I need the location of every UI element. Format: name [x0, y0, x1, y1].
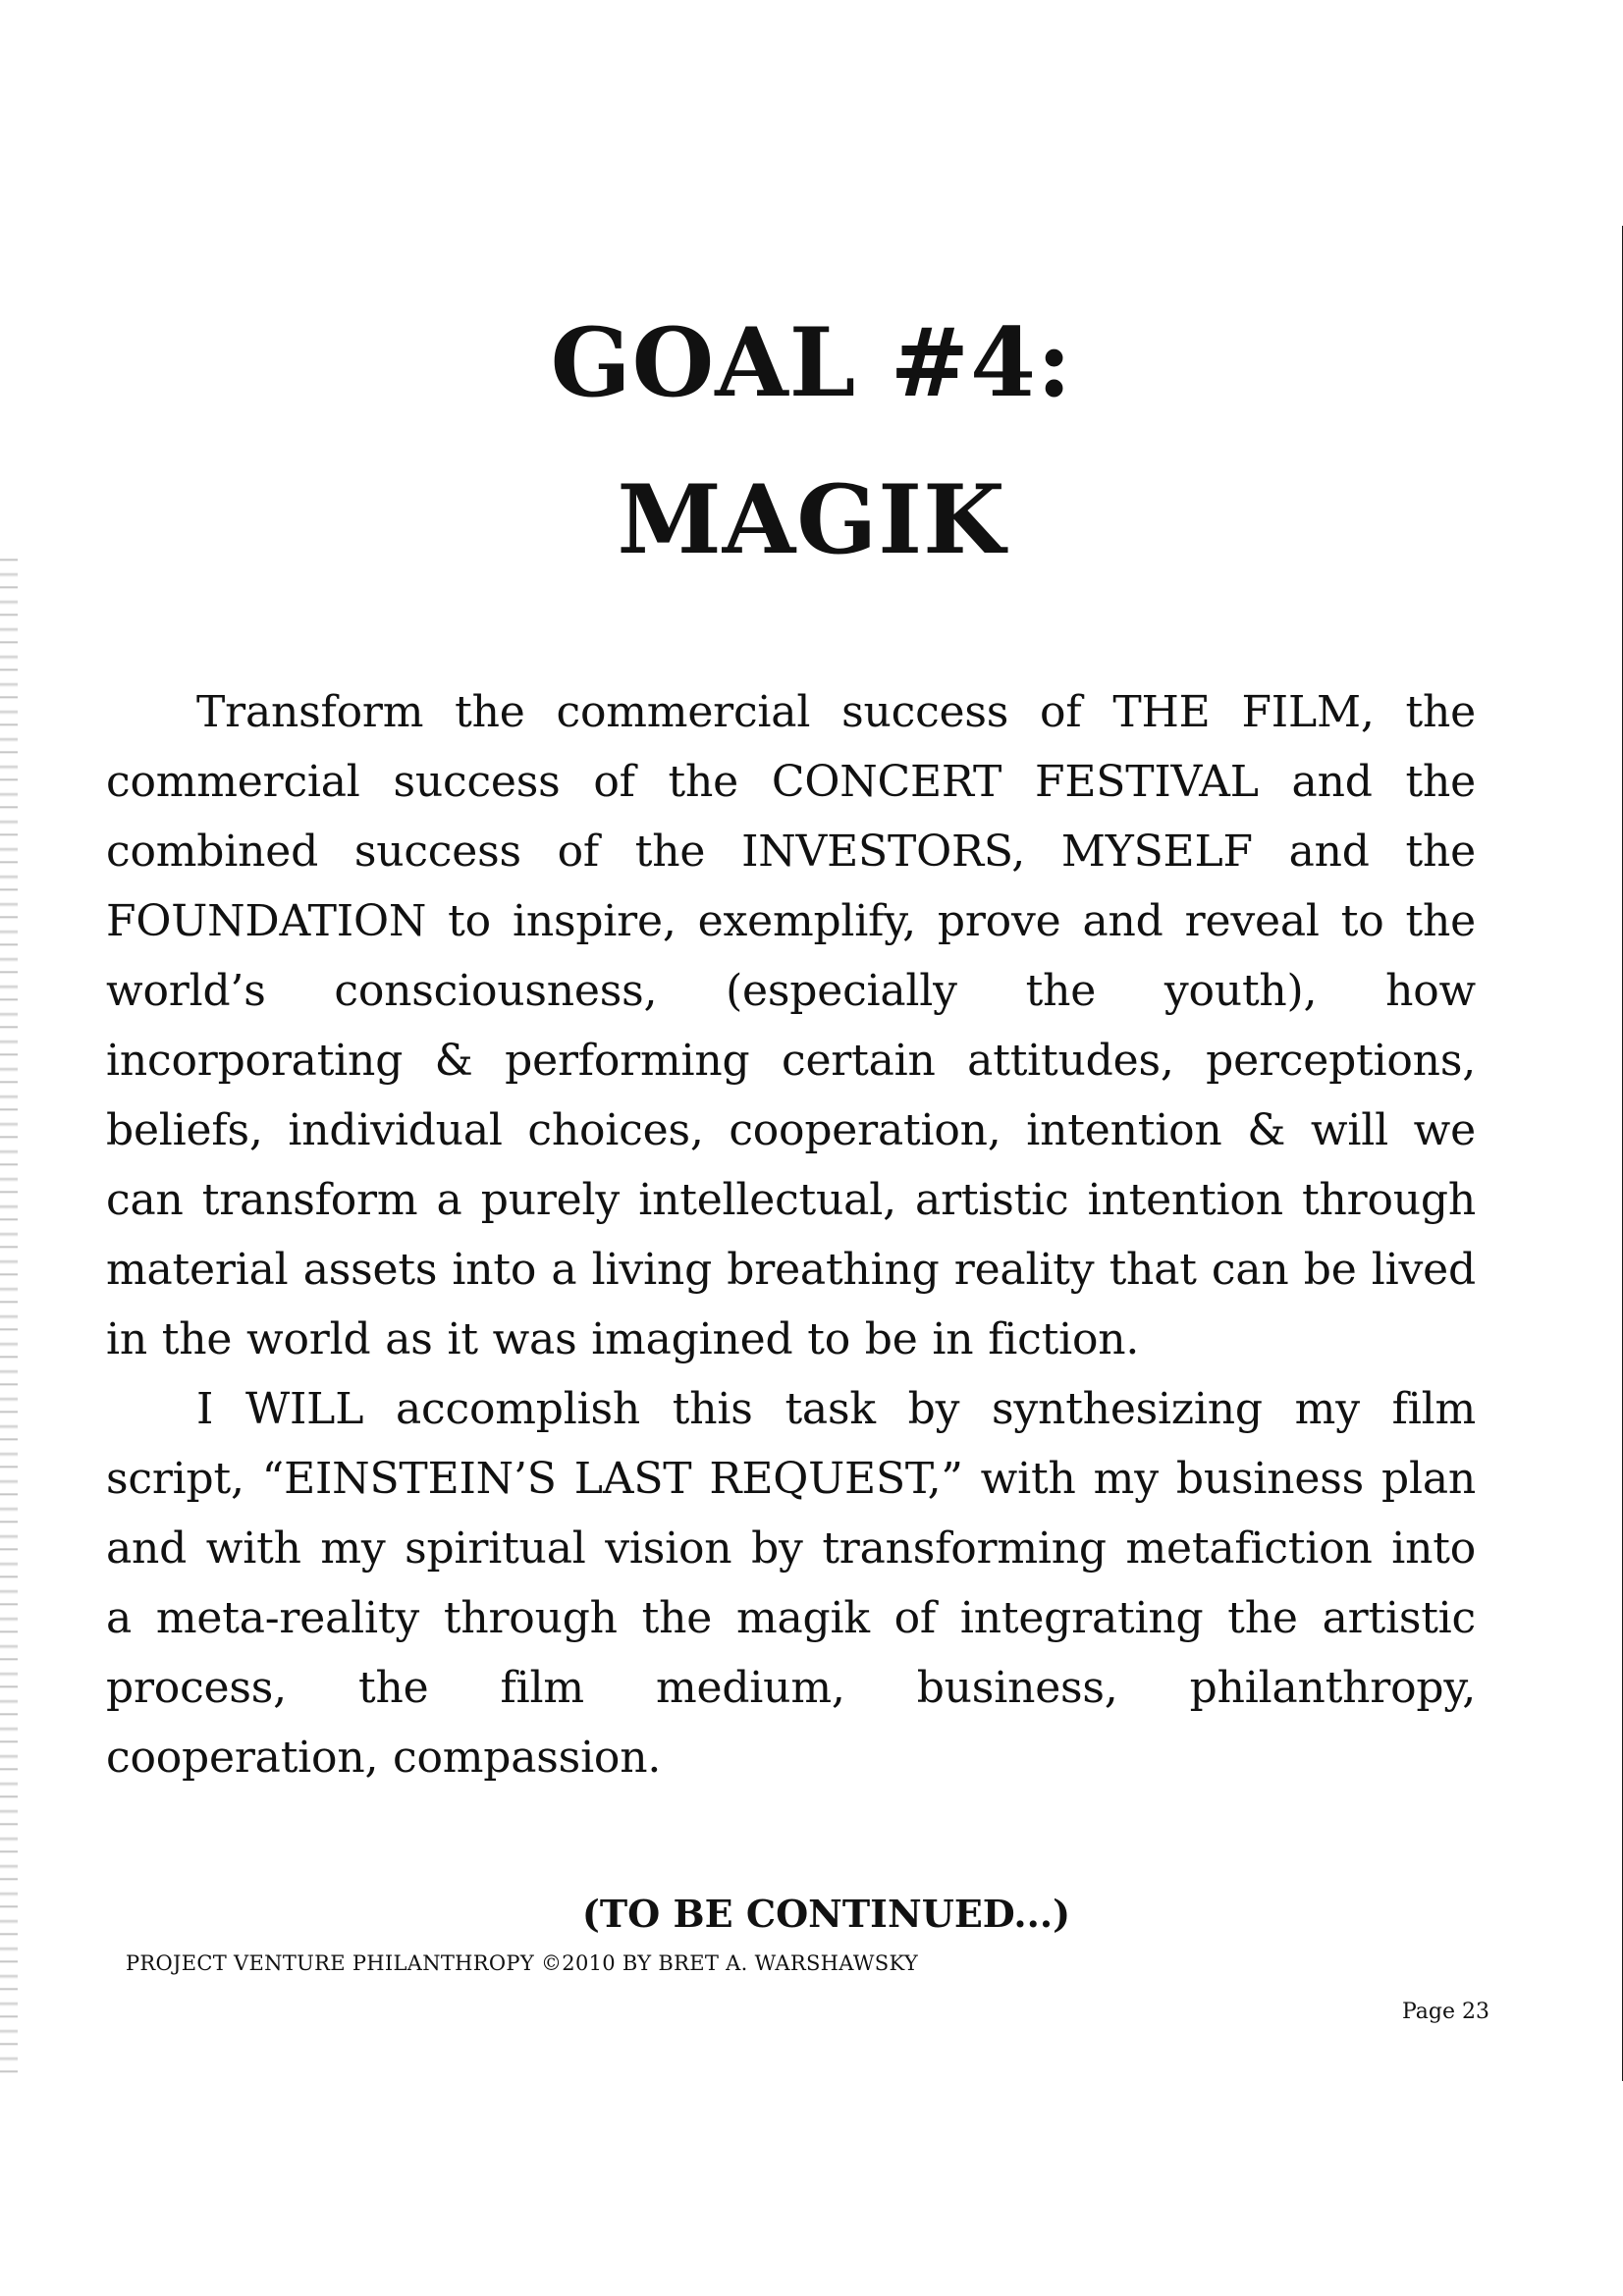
title-line-2: MAGIK [617, 464, 1006, 575]
title-line-1: GOAL #4: [550, 307, 1073, 418]
page-number: Page 23 [1401, 2000, 1489, 2024]
body-text [106, 677, 1476, 1792]
paragraph-2: I WILL accomplish this task by synthesizing my film script, “EINSTEIN’S LAST REQUEST,” with my business plan and with my spiritual vision by transforming metafiction into a meta-reality through the magik of integrating the artistic process, the film medium, business, philanthropy, cooperation, compassion. [106, 1384, 1476, 1783]
scan-edge-artifact [0, 550, 18, 2081]
paragraph-1: Transform the commercial success of THE FILM, the commercial success of the CONCERT FESTIVAL and the combined success of the INVESTORS, MYSELF and the FOUNDATION to inspire, exemplify, prove and reveal to the world’s consciousness, (especially the youth), how incorporating & performing certain attitudes, perceptions, beliefs, individual choices, cooperation, intention & will we can transform a purely intellectual, artistic intention through material assets into a living breathing reality that can be lived in the world as it was imagined to be in fiction. [106, 687, 1476, 1364]
page-title [0, 285, 1623, 599]
continued-note: (TO BE CONTINUED...) [581, 1892, 1071, 1936]
footer-credit: PROJECT VENTURE PHILANTHROPY ©2010 BY BRET A. WARSHAWSKY [126, 1951, 919, 1975]
